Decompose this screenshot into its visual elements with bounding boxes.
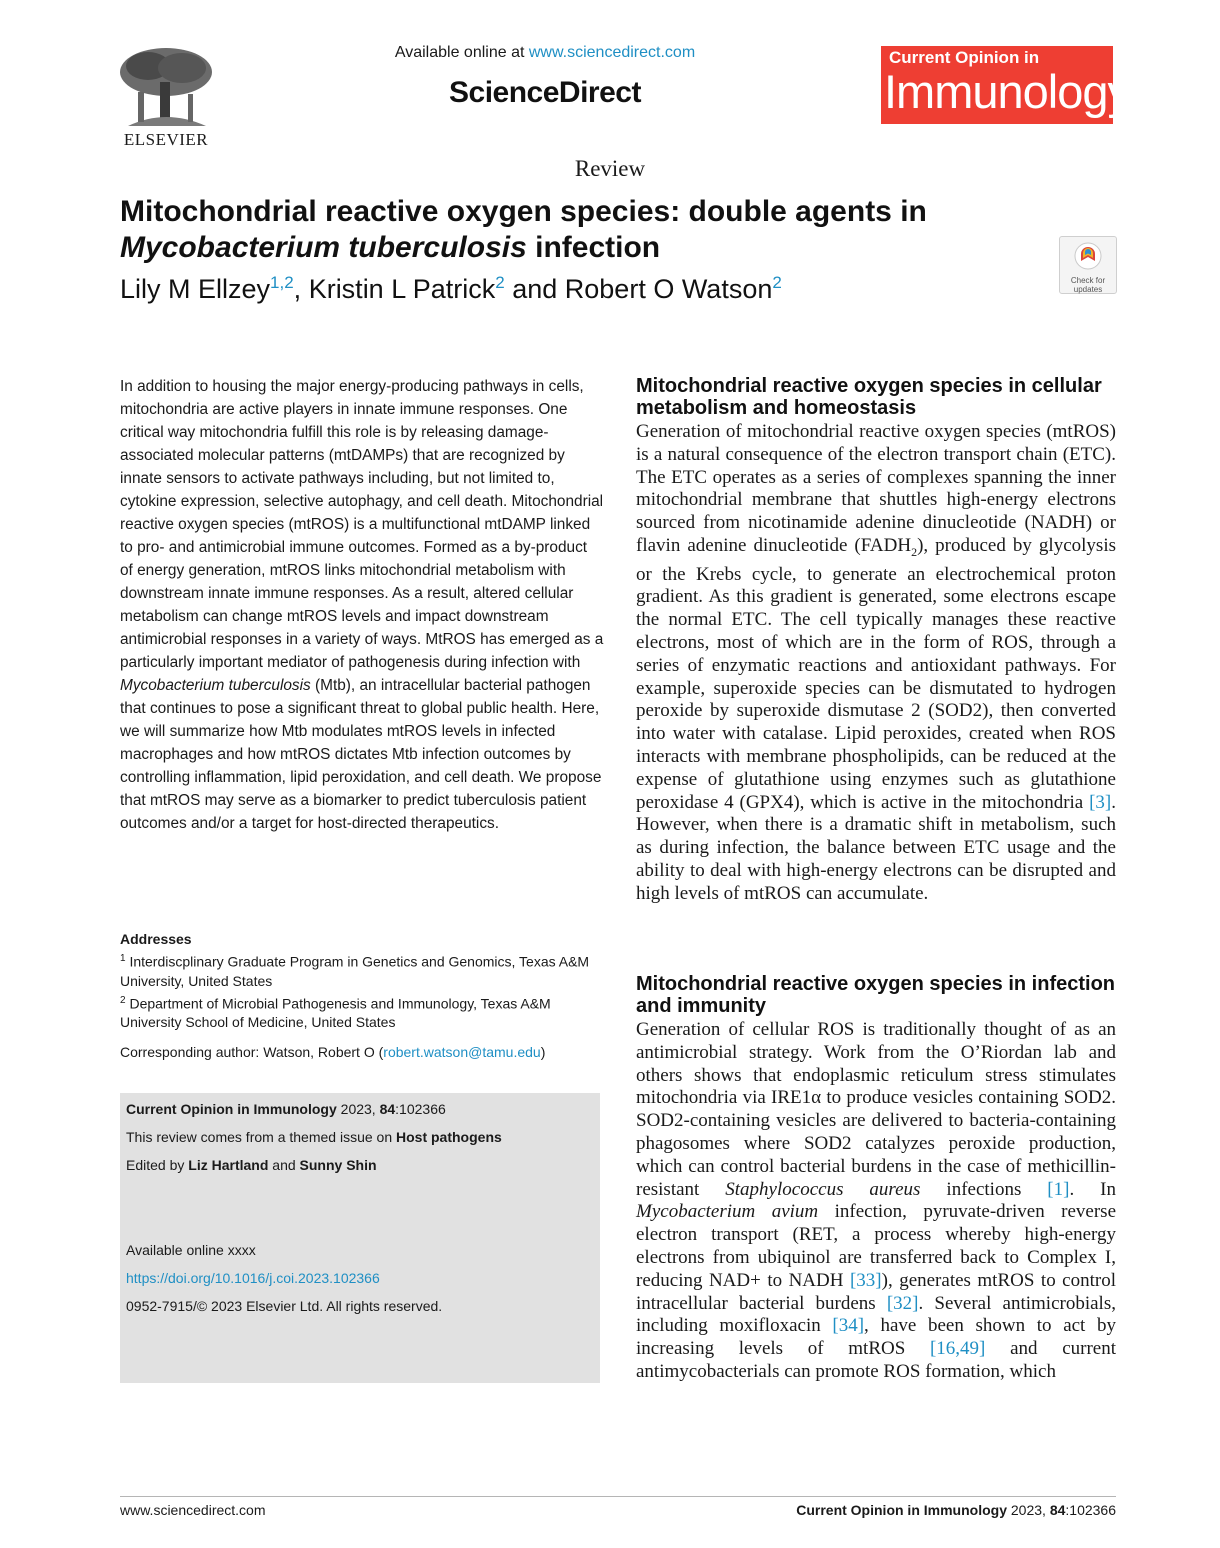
correspondence-prefix: Corresponding author: Watson, Robert O ( [120, 1044, 384, 1060]
reference-link[interactable]: [34] [832, 1315, 865, 1337]
themed-topic: Host pathogens [396, 1129, 502, 1145]
footer-journal: Current Opinion in Immunology [796, 1502, 1007, 1518]
citation-year: 2023, [336, 1101, 380, 1117]
body-text: Generation of cellular ROS is traditionally thought of as an antimicrobial strategy. Work from the O’Riordan lab and others shows that endoplasmic reticulum stress stimulates mitochondria via IRE1α to produce vesicles containing SOD2. SOD2-containing vesicles are delivered to bacteria-containing phagosomes where SOD2 catalyzes peroxide production, which can control bacterial burdens in the case of methicillin-resistant [636, 1019, 1116, 1200]
body-subscript: 2 [911, 544, 918, 559]
abstract-italic: Mycobacterium tuberculosis [120, 677, 311, 694]
address-item [120, 991, 604, 1033]
addresses-heading: Addresses [120, 931, 192, 947]
correspondence-email-link[interactable]: robert.watson@tamu.edu [383, 1044, 541, 1060]
author-name[interactable]: Kristin L Patrick [308, 274, 496, 304]
themed-issue-line [126, 1129, 502, 1145]
address-text: Interdiscplinary Graduate Program in Genetics and Genomics, Texas A&M University, United States [120, 953, 590, 989]
title-italic: Mycobacterium tuberculosis [120, 231, 527, 264]
article-info-box [120, 1093, 600, 1383]
available-online-line [340, 44, 750, 62]
journal-logo [881, 46, 1130, 124]
body-text: . Several antimicrobials, including moxifloxacin [636, 1292, 1116, 1337]
footer-volume: 84 [1049, 1502, 1066, 1518]
footer-site: www.sciencedirect.com [120, 1502, 266, 1518]
address-item [120, 949, 604, 991]
article-type: Review [574, 156, 646, 181]
title-line1: Mitochondrial reactive oxygen species: double agents in [120, 195, 927, 228]
editor-name: Liz Hartland [188, 1157, 269, 1173]
author-list [120, 266, 1020, 306]
author-name[interactable]: Lily M Ellzey [120, 274, 271, 304]
author-affiliation[interactable]: 2 [495, 273, 505, 292]
body-text: . In [1069, 1178, 1116, 1200]
available-prefix: Available online at [394, 44, 529, 61]
edited-prefix: Edited by [126, 1157, 189, 1173]
body-text: ), produced by glycolysis or the Krebs cycle, to generate an electrochemical proton gradient. As this gradient is generated, some electrons escape the normal ETC. The cell typically manages these reactive electrons, most of which are in the form of ROS, through a series of enzymatic reactions and antioxidant pathways. For example, superoxide species can be dismutated to hydrogen peroxide by superoxide dismutase 2 (SOD2), then converted into water with catalase. Lipid peroxides, created when ROS interacts with membrane phospholipids, can be reduced at the expense of glutathione using enzymes such as glutathione peroxidase 4 (GPX4), which is active in the mitochondria [636, 534, 1116, 813]
section-heading: Mitochondrial reactive oxygen species in infection and immunity [636, 973, 1116, 1017]
author-name[interactable]: Robert O Watson [564, 274, 773, 304]
address-sup: 2 [120, 994, 126, 1006]
publisher-name: ELSEVIER [123, 130, 209, 149]
body-text: infections [920, 1178, 1048, 1200]
body-text: infection, pyruvate-driven reverse electron transport (RET, a process whereby high-energy electrons from ubiquinol are transferred back to Complex I, reducing NAD+ to NADH [636, 1201, 1117, 1291]
copyright-line: 0952-7915/© 2023 Elsevier Ltd. All rights reserved. [126, 1298, 443, 1314]
author-affiliation[interactable]: 1,2 [270, 273, 294, 292]
author-separator: , [293, 274, 309, 304]
abstract-text: In addition to housing the major energy-producing pathways in cells, mitochondria are active players in innate immune responses. One critical way mitochondria fulfill this role is by releasing damage-associated molecular patterns (mtDAMPs) that are recognized by innate sensors to activate pathways including, but not limited to, cytokine expression, selective autophagy, and cell death. Mitochondrial reactive oxygen species (mtROS) is a multifunctional mtDAMP linked to pro- and antimicrobial immune outcomes. Formed as a by-product of energy generation, mtROS links mitochondrial metabolism with downstream innate immune responses. As a result, altered cellular metabolism can change mtROS levels and impact downstream antimicrobial responses in a variety of ways. MtROS has emerged as a particularly important mediator of pathogenesis during infection with [120, 378, 604, 671]
citation-article-no: :102366 [395, 1101, 446, 1117]
correspondence-suffix: ) [540, 1044, 546, 1060]
citation-volume: 84 [379, 1101, 396, 1117]
addresses [120, 930, 604, 1032]
journal-logo-top: Current Opinion in [889, 48, 1040, 67]
abstract-text: (Mtb), an intracellular bacterial pathogen that continues to pose a significant threat to global public health. Here, we will summarize how Mtb modulates mtROS levels in infected macrophages and how mtROS dictates Mtb infection outcomes by controlling inflammation, lipid peroxidation, and cell death. We propose that mtROS may serve as a biomarker to predict tuberculosis patient outcomes and/or a target for host-directed therapeutics. [120, 677, 602, 832]
body-text: , have been shown to act by increasing levels of mtROS [636, 1315, 1116, 1360]
reference-link[interactable]: [3] [1089, 791, 1112, 813]
crossmark-badge[interactable] [1059, 236, 1117, 294]
correspondence [120, 1043, 604, 1062]
editor-and: and [268, 1157, 300, 1173]
journal-logo-main: Immunology [884, 65, 1130, 118]
sciencedirect-link[interactable]: www.sciencedirect.com [528, 44, 696, 61]
body-text: and current antimycobacterials can promote ROS formation, which [636, 1338, 1116, 1382]
sciencedirect-wordmark: ScienceDirect [449, 76, 641, 109]
section-heading: Mitochondrial reactive oxygen species in cellular metabolism and homeostasis [636, 375, 1102, 419]
footer-citation [796, 1502, 1116, 1518]
crossmark-icon [1073, 241, 1103, 271]
author-affiliation[interactable]: 2 [772, 273, 782, 292]
citation-line [126, 1101, 446, 1117]
species-name: Mycobacterium avium [636, 1201, 819, 1223]
crossmark-text-2: updates [1073, 285, 1103, 294]
species-name: Staphylococcus aureus [725, 1178, 921, 1200]
elsevier-logo [108, 42, 224, 154]
themed-prefix: This review comes from a themed issue on [126, 1129, 396, 1145]
available-online-date: Available online xxxx [126, 1242, 256, 1258]
reference-link[interactable]: [32] [886, 1292, 919, 1314]
section-body [636, 1019, 1116, 1384]
reference-link[interactable]: [1] [1047, 1178, 1070, 1200]
edited-by-line [126, 1157, 377, 1173]
body-text: Generation of mitochondrial reactive oxygen species (mtROS) is a natural consequence of the electron transport chain (ETC). The ETC operates as a series of complexes spanning the inner mitochondrial membrane that shuttles high-energy electrons sourced from nicotinamide adenine dinucleotide (NADH) or flavin adenine dinucleotide (FADH [636, 421, 1116, 556]
footer-divider [120, 1496, 1116, 1497]
address-sup: 1 [120, 953, 126, 964]
citation-journal: Current Opinion in Immunology [126, 1101, 337, 1117]
editor-name: Sunny Shin [299, 1157, 377, 1173]
body-text: . However, when there is a dramatic shift in metabolism, such as during infection, the balance between ETC usage and the ability to deal with high-energy electrons can be disrupted and high levels of mtROS can accumulate. [636, 791, 1116, 904]
section-body [636, 421, 1116, 906]
abstract [120, 375, 604, 835]
author-separator: and [504, 274, 565, 304]
crossmark-text-1: Check for [1070, 276, 1106, 285]
article-title [120, 194, 1040, 266]
footer-article-no: :102366 [1065, 1502, 1116, 1518]
footer-year: 2023, [1006, 1502, 1050, 1518]
address-text: Department of Microbial Pathogenesis and Immunology, Texas A&M University School of Medicine, United States [120, 995, 551, 1031]
reference-link[interactable]: [33] [849, 1269, 882, 1291]
doi-link[interactable]: https://doi.org/10.1016/j.coi.2023.102366 [126, 1270, 380, 1286]
reference-link[interactable]: [16,49] [929, 1338, 986, 1360]
body-text: ), generates mtROS to control intracellular bacterial burdens [636, 1269, 1116, 1314]
title-rest: infection [526, 231, 661, 264]
